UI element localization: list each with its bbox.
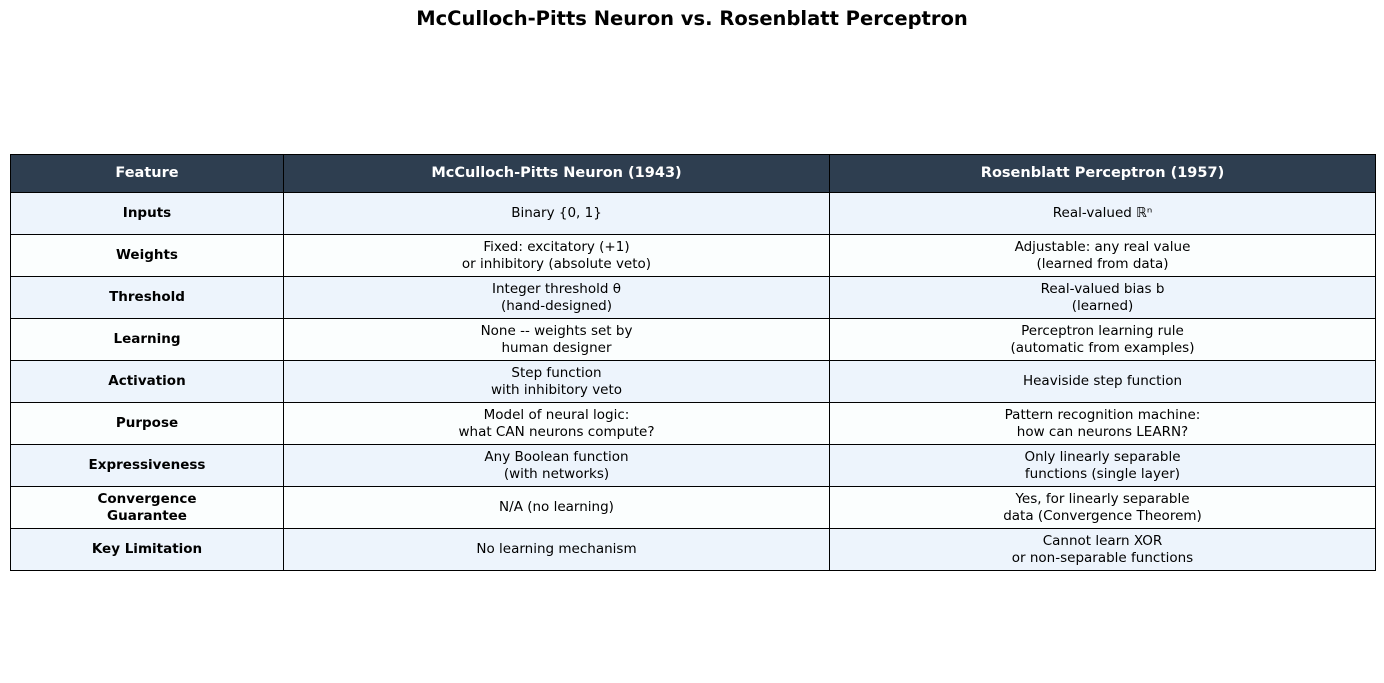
rosenblatt-cell: Real-valued ℝⁿ bbox=[830, 193, 1376, 235]
table-row bbox=[11, 487, 1376, 529]
feature-cell: Expressiveness bbox=[11, 445, 284, 487]
mcculloch-pitts-cell: No learning mechanism bbox=[284, 529, 830, 571]
table-row bbox=[11, 319, 1376, 361]
rosenblatt-cell: Yes, for linearly separable data (Convergence Theorem) bbox=[830, 487, 1376, 529]
table-header-row bbox=[11, 155, 1376, 193]
rosenblatt-cell: Heaviside step function bbox=[830, 361, 1376, 403]
mcculloch-pitts-cell: N/A (no learning) bbox=[284, 487, 830, 529]
feature-cell: Key Limitation bbox=[11, 529, 284, 571]
table-row bbox=[11, 361, 1376, 403]
feature-cell: Convergence Guarantee bbox=[11, 487, 284, 529]
rosenblatt-cell: Pattern recognition machine: how can neurons LEARN? bbox=[830, 403, 1376, 445]
rosenblatt-cell: Perceptron learning rule (automatic from examples) bbox=[830, 319, 1376, 361]
header-mcculloch-pitts: McCulloch-Pitts Neuron (1943) bbox=[284, 155, 830, 193]
mcculloch-pitts-cell: Model of neural logic: what CAN neurons compute? bbox=[284, 403, 830, 445]
table-row bbox=[11, 445, 1376, 487]
rosenblatt-cell: Cannot learn XOR or non-separable functions bbox=[830, 529, 1376, 571]
comparison-table bbox=[10, 154, 1376, 571]
feature-cell: Inputs bbox=[11, 193, 284, 235]
rosenblatt-cell: Real-valued bias b (learned) bbox=[830, 277, 1376, 319]
header-feature: Feature bbox=[11, 155, 284, 193]
mcculloch-pitts-cell: Any Boolean function (with networks) bbox=[284, 445, 830, 487]
table-row bbox=[11, 193, 1376, 235]
table-row bbox=[11, 277, 1376, 319]
mcculloch-pitts-cell: Step function with inhibitory veto bbox=[284, 361, 830, 403]
feature-cell: Threshold bbox=[11, 277, 284, 319]
feature-cell: Weights bbox=[11, 235, 284, 277]
table-row bbox=[11, 529, 1376, 571]
mcculloch-pitts-cell: Binary {0, 1} bbox=[284, 193, 830, 235]
table-row bbox=[11, 235, 1376, 277]
rosenblatt-cell: Only linearly separable functions (single layer) bbox=[830, 445, 1376, 487]
mcculloch-pitts-cell: None -- weights set by human designer bbox=[284, 319, 830, 361]
feature-cell: Activation bbox=[11, 361, 284, 403]
rosenblatt-cell: Adjustable: any real value (learned from data) bbox=[830, 235, 1376, 277]
header-rosenblatt: Rosenblatt Perceptron (1957) bbox=[830, 155, 1376, 193]
table-row bbox=[11, 403, 1376, 445]
mcculloch-pitts-cell: Fixed: excitatory (+1) or inhibitory (absolute veto) bbox=[284, 235, 830, 277]
mcculloch-pitts-cell: Integer threshold θ (hand-designed) bbox=[284, 277, 830, 319]
feature-cell: Learning bbox=[11, 319, 284, 361]
feature-cell: Purpose bbox=[11, 403, 284, 445]
chart-title: McCulloch-Pitts Neuron vs. Rosenblatt Perceptron bbox=[416, 7, 968, 30]
